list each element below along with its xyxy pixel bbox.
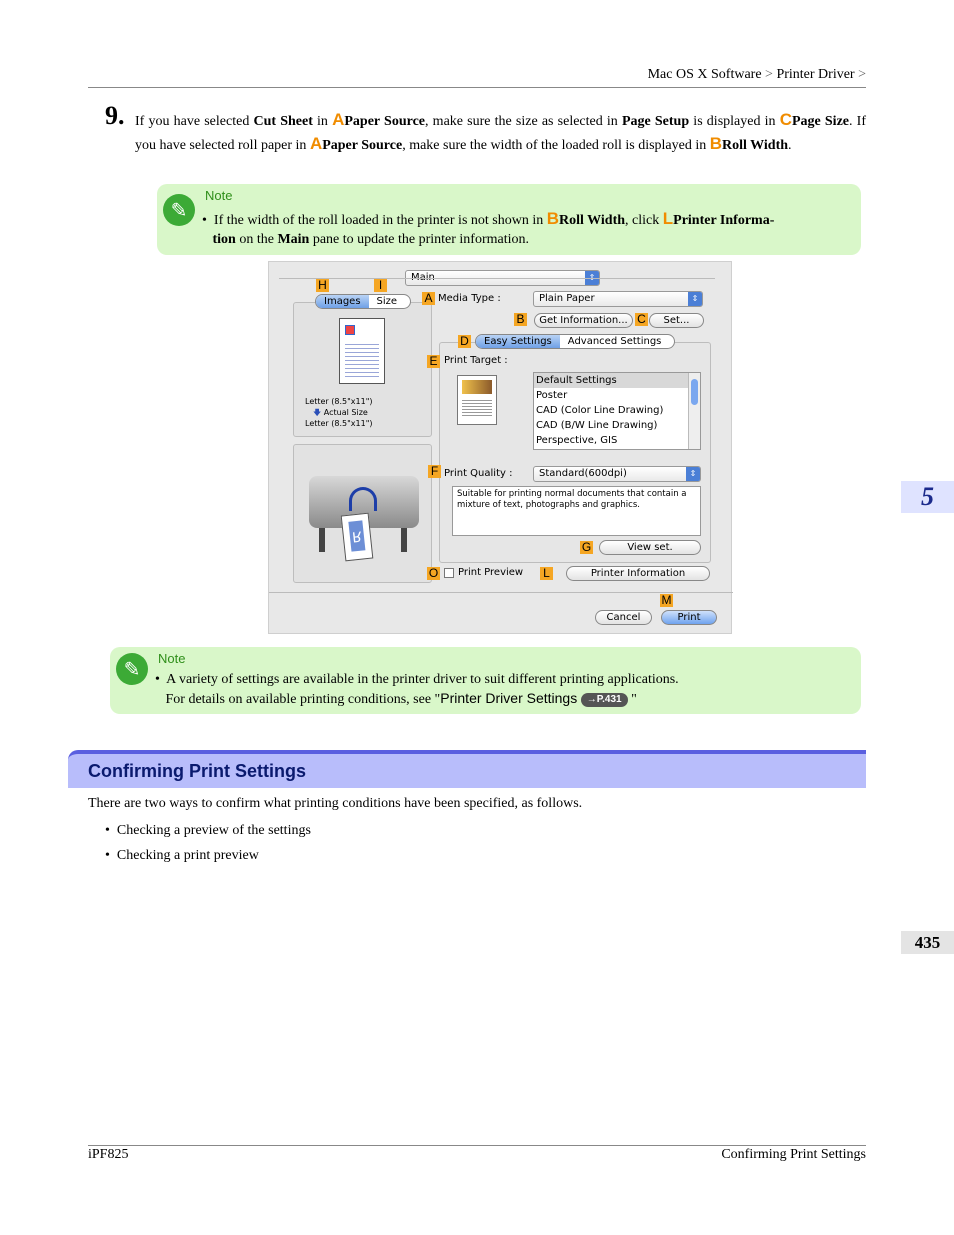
- scrollbar[interactable]: [688, 373, 700, 449]
- tab-images[interactable]: Images: [316, 295, 369, 308]
- footer-section: Confirming Print Settings: [721, 1147, 866, 1162]
- print-button[interactable]: Print: [661, 610, 717, 625]
- thumbnail-image: [462, 380, 492, 394]
- marker-h: H: [316, 279, 329, 292]
- step-number: 9.: [105, 101, 125, 130]
- print-preview-label: Print Preview: [458, 567, 524, 578]
- arrow-down-icon: 🡇: [313, 408, 322, 417]
- breadcrumb-separator: >: [858, 67, 866, 82]
- text-lines: [345, 341, 379, 377]
- printer-leg: [319, 528, 325, 552]
- printer-leg: [401, 528, 407, 552]
- section-intro: There are two ways to confirm what printing conditions have been specified, as follows.: [88, 796, 583, 811]
- breadcrumb-item[interactable]: Mac OS X Software: [647, 67, 762, 82]
- settings-mode-tabs: [475, 334, 675, 349]
- list-item[interactable]: Perspective, GIS: [536, 435, 618, 446]
- thumbnail-text: [462, 398, 492, 418]
- divider: [279, 278, 715, 279]
- breadcrumb-item[interactable]: Printer Driver: [776, 67, 855, 82]
- marker-o: O: [428, 566, 439, 580]
- list-item[interactable]: CAD (Color Line Drawing): [536, 405, 664, 416]
- page-reference-badge[interactable]: →P.431: [581, 693, 628, 707]
- list-item[interactable]: Default Settings: [534, 373, 700, 388]
- marker-b: B: [514, 313, 527, 326]
- print-quality-label: Print Quality :: [444, 468, 513, 479]
- description-box: Suitable for printing normal documents that contain a mixture of text, photographs and graphics.: [452, 486, 701, 536]
- target-thumbnail: [457, 375, 497, 425]
- pencil-icon: ✎: [163, 194, 195, 226]
- marker-c: C: [779, 110, 792, 129]
- list-item[interactable]: CAD (B/W Line Drawing): [536, 420, 658, 431]
- page-number: 435: [901, 931, 954, 954]
- cancel-button[interactable]: Cancel: [595, 610, 652, 625]
- header-divider: [88, 87, 866, 88]
- preview-tabs: [315, 294, 411, 309]
- media-type-select[interactable]: Plain Paper ⇕: [533, 291, 703, 307]
- marker-a: A: [332, 110, 345, 129]
- marker-d: D: [458, 335, 471, 348]
- print-quality-select[interactable]: Standard(600dpi) ⇕: [533, 466, 701, 482]
- note-title: Note: [158, 651, 186, 666]
- paper-thumbnail: [339, 318, 385, 384]
- view-settings-button[interactable]: View set.: [599, 540, 701, 555]
- printer-information-button[interactable]: Printer Information: [566, 566, 710, 581]
- print-target-label: Print Target :: [444, 355, 508, 366]
- footer-model: iPF825: [88, 1147, 129, 1162]
- media-type-label: Media Type :: [438, 293, 501, 304]
- paper-caption: Letter (8.5"x11") 🡇 Actual Size Letter (8.5"x11"): [305, 397, 373, 428]
- note-title: Note: [205, 188, 233, 203]
- list-item: • Checking a print preview: [105, 848, 259, 863]
- marker-a: A: [422, 292, 435, 305]
- cross-reference-link[interactable]: Printer Driver Settings: [440, 690, 578, 706]
- tab-size[interactable]: Size: [376, 296, 398, 307]
- note-box: [157, 184, 861, 255]
- marker-l: L: [540, 567, 553, 580]
- image-icon: [345, 325, 355, 335]
- marker-b: B: [709, 134, 723, 153]
- scrollbar-thumb[interactable]: [691, 379, 698, 405]
- marker-c: C: [635, 313, 648, 326]
- print-target-list[interactable]: [533, 372, 701, 450]
- tab-easy-settings[interactable]: Easy Settings: [476, 335, 560, 348]
- printer-driver-dialog: [268, 261, 732, 634]
- set-button[interactable]: Set...: [649, 313, 704, 328]
- section-title: Confirming Print Settings: [88, 761, 306, 781]
- marker-f: F: [428, 465, 441, 478]
- list-item[interactable]: Poster: [536, 390, 568, 401]
- pencil-icon: ✎: [116, 653, 148, 685]
- note-text: • If the width of the roll loaded in the printer is not shown in BRoll Width, click LPrinter Informa- tion on the Main pane to update the printer information.: [202, 209, 775, 247]
- paper-sheet: [341, 513, 374, 562]
- note-box: [110, 647, 861, 714]
- rotate-arrow-icon: [349, 487, 377, 511]
- note-text: • A variety of settings are available in the printer driver to suit different printing applications. For details on available printing conditions, see "Printer Driver Settings →P.431 ": [155, 672, 679, 707]
- marker-g: G: [581, 540, 592, 554]
- marker-e: E: [427, 355, 440, 368]
- step-text: If you have selected Cut Sheet in APaper Source, make sure the size as selected in Page Setup is displayed in CPage Size. If you have selected roll paper in APaper Source, make sure the width of the loaded roll is displayed in BRoll Width.: [135, 110, 867, 153]
- marker-m: M: [661, 593, 672, 607]
- print-preview-checkbox[interactable]: [444, 568, 454, 578]
- footer-divider: [88, 1145, 866, 1146]
- breadcrumb: [648, 67, 866, 83]
- breadcrumb-separator: >: [765, 67, 773, 82]
- rotated-letter-icon: R: [348, 520, 365, 551]
- marker-i: I: [374, 279, 387, 292]
- marker-a: A: [309, 134, 323, 153]
- chapter-tab[interactable]: 5: [901, 481, 954, 513]
- get-information-button[interactable]: Get Information...: [534, 313, 633, 328]
- list-item: • Checking a preview of the settings: [105, 823, 311, 838]
- tab-advanced-settings[interactable]: Advanced Settings: [567, 336, 662, 347]
